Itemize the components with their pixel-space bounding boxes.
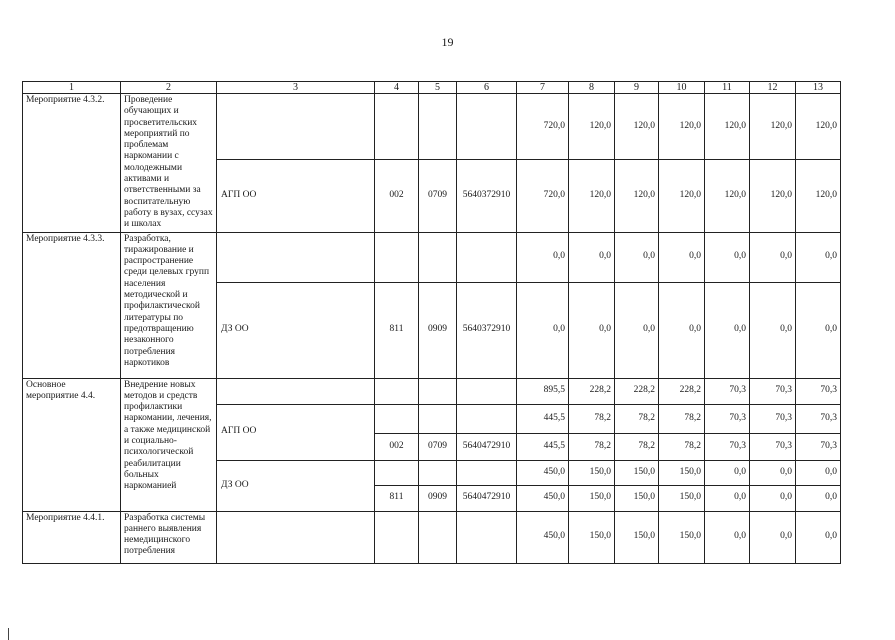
value-cell: 78,2 (569, 433, 615, 460)
value-cell: 0,0 (796, 485, 841, 511)
value-cell: 228,2 (569, 378, 615, 404)
value-cell: 0,0 (750, 460, 796, 485)
value-cell: 120,0 (796, 94, 841, 160)
kgrbs-code-cell: 002 (375, 159, 419, 232)
value-cell: 0,0 (705, 485, 750, 511)
value-cell: 150,0 (659, 511, 705, 563)
value-cell: 0,0 (517, 282, 569, 378)
value-cell: 70,3 (705, 433, 750, 460)
value-cell: 150,0 (615, 460, 659, 485)
section-code-cell (419, 404, 457, 433)
value-cell: 0,0 (615, 282, 659, 378)
table-row (23, 94, 841, 160)
kgrbs-code-cell (375, 404, 419, 433)
target-code-cell (457, 378, 517, 404)
target-code-cell (457, 94, 517, 160)
value-cell: 120,0 (659, 159, 705, 232)
value-cell: 150,0 (569, 485, 615, 511)
section-code-cell: 0909 (419, 485, 457, 511)
value-cell: 120,0 (615, 159, 659, 232)
table-row (23, 378, 841, 404)
value-cell: 70,3 (705, 404, 750, 433)
value-cell: 70,3 (796, 433, 841, 460)
value-cell: 0,0 (750, 485, 796, 511)
activity-name-cell: Разработка, тиражирование и распространение среди целевых групп населения методической и профилактической литературы по предотвращению незаконного потребления наркотиков (121, 232, 217, 378)
activity-label-cell: Мероприятие 4.4.1. (23, 511, 121, 563)
kgrbs-code-cell (375, 378, 419, 404)
executor-cell: ДЗ ОО (217, 460, 375, 511)
value-cell: 0,0 (569, 282, 615, 378)
target-code-cell (457, 232, 517, 282)
value-cell: 70,3 (750, 433, 796, 460)
section-code-cell: 0709 (419, 433, 457, 460)
value-cell: 150,0 (615, 511, 659, 563)
value-cell: 0,0 (750, 511, 796, 563)
value-cell: 0,0 (705, 232, 750, 282)
section-code-cell (419, 94, 457, 160)
value-cell: 150,0 (659, 485, 705, 511)
kgrbs-code-cell: 002 (375, 433, 419, 460)
target-code-cell: 5640472910 (457, 485, 517, 511)
target-code-cell (457, 460, 517, 485)
kgrbs-code-cell (375, 511, 419, 563)
header-row (23, 82, 841, 94)
value-cell: 120,0 (659, 94, 705, 160)
value-cell: 445,5 (517, 433, 569, 460)
activity-label-cell: Мероприятие 4.3.2. (23, 94, 121, 233)
value-cell: 720,0 (517, 94, 569, 160)
table-row (23, 232, 841, 282)
value-cell: 0,0 (569, 232, 615, 282)
activity-label-cell: Основное мероприятие 4.4. (23, 378, 121, 511)
executor-cell: АГП ОО (217, 159, 375, 232)
value-cell: 0,0 (615, 232, 659, 282)
value-cell: 150,0 (569, 511, 615, 563)
value-cell: 120,0 (615, 94, 659, 160)
value-cell: 120,0 (705, 159, 750, 232)
value-cell: 120,0 (705, 94, 750, 160)
header-col-4: 4 (375, 82, 419, 94)
value-cell: 70,3 (796, 404, 841, 433)
kgrbs-code-cell (375, 460, 419, 485)
table-row (23, 511, 841, 563)
activity-name-cell: Проведение обучающих и просветительских мероприятий по проблемам наркомании с молодежными активами и ответственными за воспитательную работу в вузах, ссузах и школах (121, 94, 217, 233)
value-cell: 0,0 (796, 511, 841, 563)
value-cell: 0,0 (750, 282, 796, 378)
header-col-3: 3 (217, 82, 375, 94)
value-cell: 0,0 (705, 511, 750, 563)
activity-label-cell: Мероприятие 4.3.3. (23, 232, 121, 378)
executor-cell: АГП ОО (217, 404, 375, 460)
value-cell: 78,2 (569, 404, 615, 433)
value-cell: 0,0 (517, 232, 569, 282)
value-cell: 150,0 (615, 485, 659, 511)
value-cell: 120,0 (750, 159, 796, 232)
value-cell: 120,0 (569, 94, 615, 160)
value-cell: 70,3 (750, 378, 796, 404)
section-code-cell (419, 460, 457, 485)
table-body (23, 82, 841, 564)
header-col-7: 7 (517, 82, 569, 94)
header-col-8: 8 (569, 82, 615, 94)
value-cell: 70,3 (796, 378, 841, 404)
value-cell: 150,0 (659, 460, 705, 485)
target-code-cell: 5640372910 (457, 159, 517, 232)
value-cell: 228,2 (659, 378, 705, 404)
executor-cell (217, 94, 375, 160)
section-code-cell (419, 511, 457, 563)
kgrbs-code-cell: 811 (375, 485, 419, 511)
section-code-cell: 0709 (419, 159, 457, 232)
value-cell: 450,0 (517, 511, 569, 563)
header-col-6: 6 (457, 82, 517, 94)
activity-name-cell: Разработка системы раннего выявления немедицинского потребления (121, 511, 217, 563)
value-cell: 0,0 (796, 460, 841, 485)
header-col-10: 10 (659, 82, 705, 94)
target-code-cell: 5640472910 (457, 433, 517, 460)
header-col-12: 12 (750, 82, 796, 94)
kgrbs-code-cell (375, 232, 419, 282)
section-code-cell (419, 378, 457, 404)
value-cell: 120,0 (750, 94, 796, 160)
header-col-5: 5 (419, 82, 457, 94)
kgrbs-code-cell (375, 94, 419, 160)
value-cell: 120,0 (569, 159, 615, 232)
executor-cell (217, 232, 375, 282)
header-col-2: 2 (121, 82, 217, 94)
activity-name-cell: Внедрение новых методов и средств профилактики наркомании, лечения, а также медицинской и социально-психологической реабилитации больных наркоманией (121, 378, 217, 511)
value-cell: 78,2 (659, 404, 705, 433)
value-cell: 0,0 (659, 232, 705, 282)
value-cell: 720,0 (517, 159, 569, 232)
value-cell: 895,5 (517, 378, 569, 404)
section-code-cell: 0909 (419, 282, 457, 378)
target-code-cell (457, 511, 517, 563)
scan-edge-mark (8, 628, 9, 640)
value-cell: 78,2 (615, 433, 659, 460)
section-code-cell (419, 232, 457, 282)
page-number: 19 (441, 35, 454, 49)
executor-cell (217, 378, 375, 404)
value-cell: 450,0 (517, 485, 569, 511)
header-col-11: 11 (705, 82, 750, 94)
header-col-13: 13 (796, 82, 841, 94)
value-cell: 120,0 (796, 159, 841, 232)
value-cell: 0,0 (705, 460, 750, 485)
value-cell: 0,0 (659, 282, 705, 378)
budget-table (22, 81, 841, 564)
target-code-cell: 5640372910 (457, 282, 517, 378)
value-cell: 228,2 (615, 378, 659, 404)
value-cell: 150,0 (569, 460, 615, 485)
header-col-9: 9 (615, 82, 659, 94)
value-cell: 78,2 (659, 433, 705, 460)
value-cell: 0,0 (796, 282, 841, 378)
value-cell: 0,0 (796, 232, 841, 282)
target-code-cell (457, 404, 517, 433)
kgrbs-code-cell: 811 (375, 282, 419, 378)
value-cell: 78,2 (615, 404, 659, 433)
value-cell: 0,0 (705, 282, 750, 378)
value-cell: 450,0 (517, 460, 569, 485)
executor-cell (217, 511, 375, 563)
value-cell: 445,5 (517, 404, 569, 433)
executor-cell: ДЗ ОО (217, 282, 375, 378)
header-col-1: 1 (23, 82, 121, 94)
value-cell: 70,3 (705, 378, 750, 404)
value-cell: 70,3 (750, 404, 796, 433)
value-cell: 0,0 (750, 232, 796, 282)
